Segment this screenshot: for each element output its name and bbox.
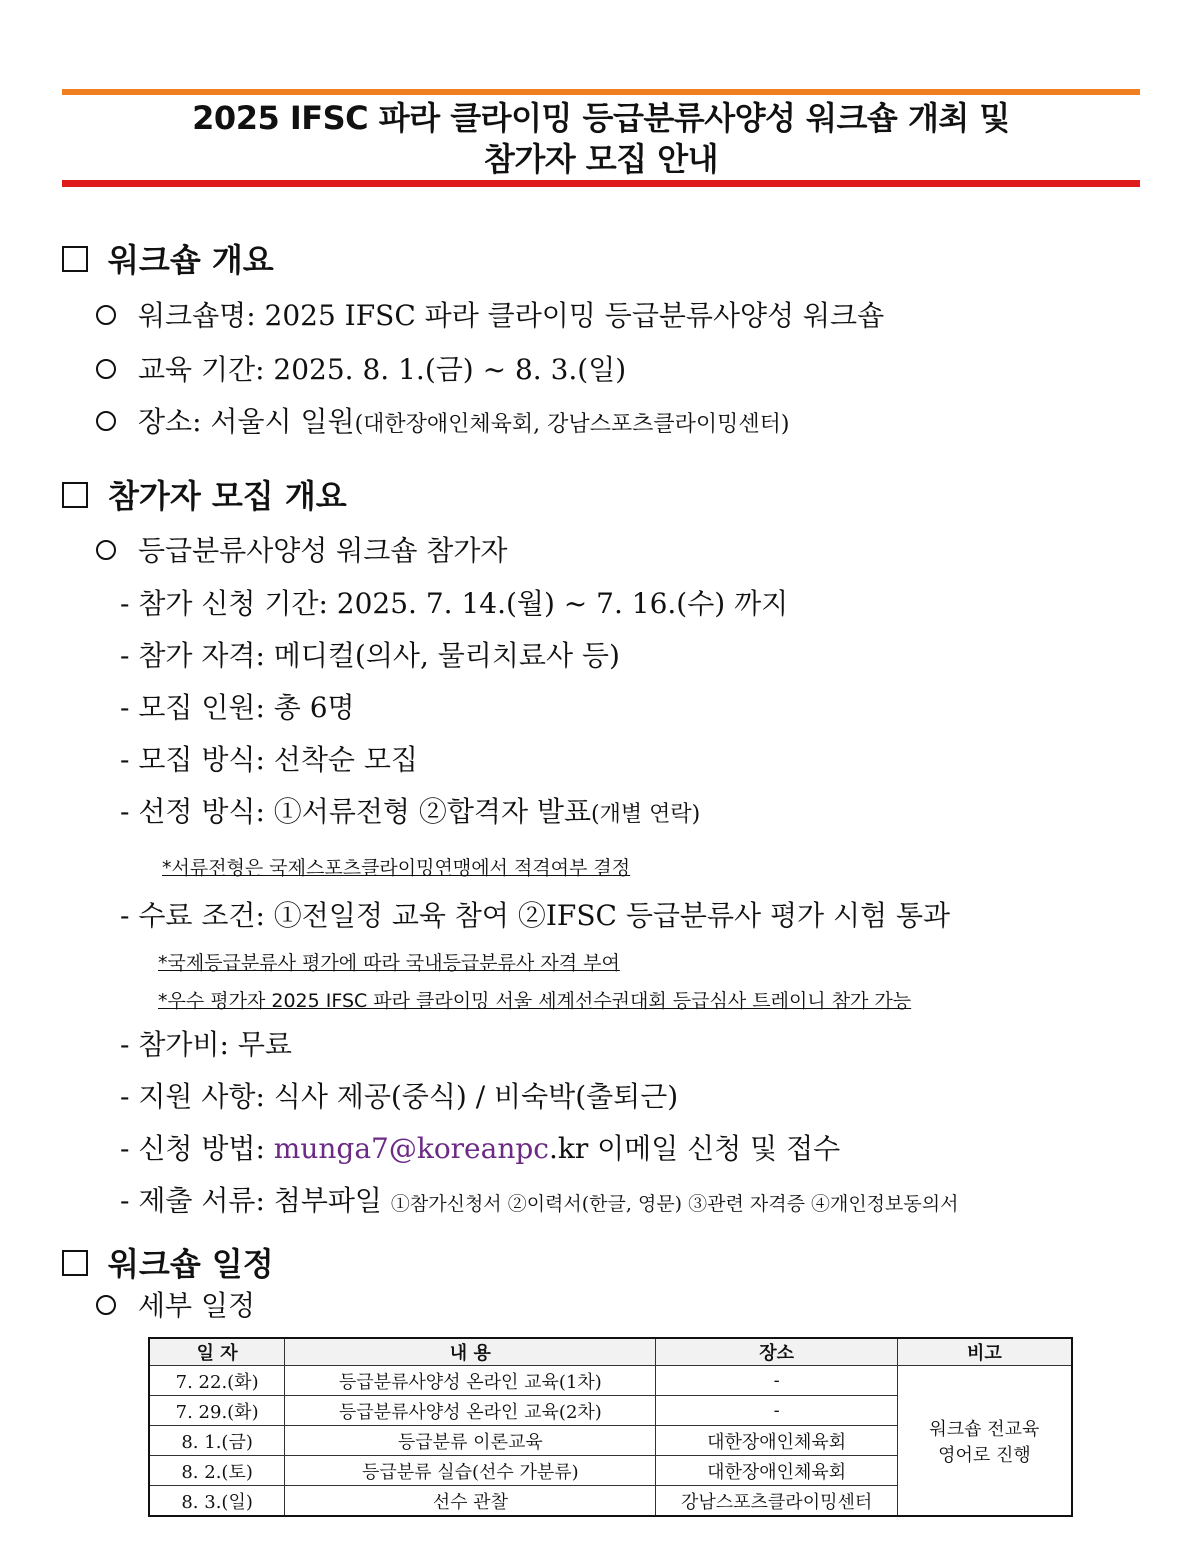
recruit-selection-text: - 선정 방식: ①서류전형 ②합격자 발표: [120, 795, 592, 828]
recruit-selection: [120, 794, 700, 833]
overview-item-text: 워크숍명: 2025 IFSC 파라 클라이밍 등급분류사양성 워크숍: [138, 299, 885, 332]
cell-note: [897, 1366, 1072, 1517]
cell-content: 등급분류사양성 온라인 교육(2차): [285, 1396, 656, 1426]
section-schedule: [62, 1244, 274, 1284]
overview-item-text: 장소: 서울시 일원: [138, 405, 355, 438]
checkbox-square-icon: [62, 246, 88, 272]
circle-bullet-icon: [96, 359, 116, 379]
recruit-docs: [120, 1183, 958, 1222]
recruit-support: - 지원 사항: 식사 제공(중식) / 비숙박(출퇴근): [120, 1080, 679, 1113]
title-top-bar: [62, 89, 1140, 95]
cell-date: 8. 3.(일): [149, 1486, 285, 1517]
recruit-method: - 모집 방식: 선착순 모집: [120, 743, 418, 776]
apply-suffix: .kr 이메일 신청 및 접수: [548, 1132, 841, 1165]
cell-date: 8. 1.(금): [149, 1426, 285, 1456]
checkbox-square-icon: [62, 1250, 88, 1276]
overview-item-period: [96, 352, 626, 388]
page-title-line2: 참가자 모집 안내: [483, 140, 719, 178]
note-line-2: 영어로 진행: [938, 1444, 1031, 1466]
schedule-sub-text: 세부 일정: [138, 1289, 256, 1322]
recruit-completion: - 수료 조건: ①전일정 교육 참여 ②IFSC 등급분류사 평가 시험 통과: [120, 899, 951, 932]
recruit-docs-text: - 제출 서류: 첨부파일: [120, 1184, 382, 1217]
recruit-count: - 모집 인원: 총 6명: [120, 691, 355, 724]
overview-item-subtext: (대한장애인체육회, 강남스포츠클라이밍센터): [354, 412, 790, 437]
circle-bullet-icon: [96, 1295, 116, 1315]
schedule-table: [148, 1337, 1073, 1517]
circle-bullet-icon: [96, 411, 116, 431]
cell-date: 7. 22.(화): [149, 1366, 285, 1396]
cell-date: 8. 2.(토): [149, 1456, 285, 1486]
cell-content: 등급분류 실습(선수 가분류): [285, 1456, 656, 1486]
cell-place: -: [656, 1366, 897, 1396]
apply-email-link[interactable]: munga7@koreanpc: [273, 1132, 549, 1165]
cell-place: 대한장애인체육회: [656, 1456, 897, 1486]
section-overview-title: 워크숍 개요: [108, 241, 274, 279]
note-line-1: 워크숍 전교육: [929, 1418, 1040, 1440]
schedule-sub: [96, 1288, 255, 1324]
circle-bullet-icon: [96, 540, 116, 560]
header-date: 일 자: [149, 1338, 285, 1366]
recruit-period: - 참가 신청 기간: 2025. 7. 14.(월) ~ 7. 16.(수) 까지: [120, 587, 789, 620]
header-place: 장소: [656, 1338, 897, 1366]
cell-content: 등급분류사양성 온라인 교육(1차): [285, 1366, 656, 1396]
section-schedule-title: 워크숍 일정: [108, 1245, 274, 1283]
cell-place: 강남스포츠클라이밍센터: [656, 1486, 897, 1517]
completion-note-1: *국제등급분류사 평가에 따라 국내등급분류사 자격 부여: [158, 952, 620, 974]
section-recruit-title: 참가자 모집 개요: [108, 477, 347, 515]
checkbox-square-icon: [62, 482, 88, 508]
selection-note: *서류전형은 국제스포츠클라이밍연맹에서 적격여부 결정: [162, 857, 631, 879]
recruit-apply: [120, 1131, 840, 1167]
recruit-group-text: 등급분류사양성 워크숍 참가자: [138, 534, 508, 567]
table-header-row: [149, 1338, 1072, 1366]
recruit-docs-subtext: ①참가신청서 ②이력서(한글, 영문) ③관련 자격증 ④개인정보동의서: [390, 1193, 959, 1215]
cell-date: 7. 29.(화): [149, 1396, 285, 1426]
recruit-qualification: - 참가 자격: 메디컬(의사, 물리치료사 등): [120, 639, 620, 672]
cell-place: -: [656, 1396, 897, 1426]
recruit-selection-subtext: (개별 연락): [591, 802, 701, 827]
cell-content: 등급분류 이론교육: [285, 1426, 656, 1456]
apply-label: - 신청 방법:: [120, 1132, 274, 1165]
overview-item-place: [96, 404, 790, 443]
section-recruit: [62, 476, 347, 516]
header-content: 내 용: [285, 1338, 656, 1366]
recruit-fee: - 참가비: 무료: [120, 1028, 292, 1061]
circle-bullet-icon: [96, 305, 116, 325]
recruit-group: [96, 533, 507, 569]
table-row: [149, 1366, 1072, 1396]
title-bottom-bar: [62, 180, 1140, 187]
cell-place: 대한장애인체육회: [656, 1426, 897, 1456]
overview-item-name: [96, 298, 884, 334]
completion-note-2: *우수 평가자 2025 IFSC 파라 클라이밍 서울 세계선수권대회 등급심사 트레이니 참가 가능: [158, 990, 912, 1012]
header-note: 비고: [897, 1338, 1072, 1366]
overview-item-text: 교육 기간: 2025. 8. 1.(금) ~ 8. 3.(일): [138, 353, 627, 386]
page-title-line1: 2025 IFSC 파라 클라이밍 등급분류사양성 워크숍 개최 및: [192, 99, 1010, 137]
section-overview: [62, 240, 274, 280]
cell-content: 선수 관찰: [285, 1486, 656, 1517]
